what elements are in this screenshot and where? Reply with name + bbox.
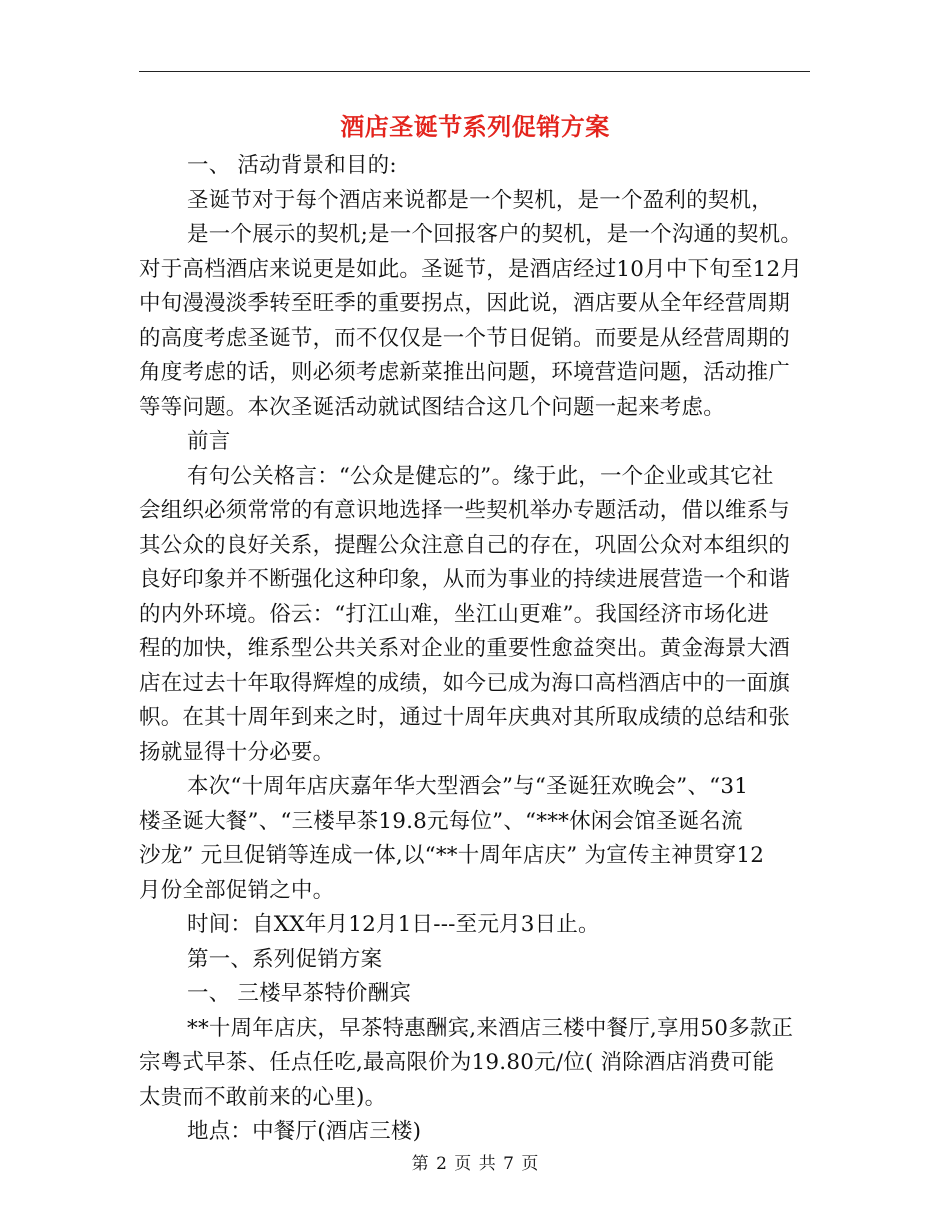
paragraph-line: 本次“十周年店庆嘉年华大型酒会”与“圣诞狂欢晚会”、“31 [187, 774, 749, 799]
section-heading: 一、 三楼早茶特价酬宾 [187, 981, 412, 1006]
paragraph-line: 有句公关格言：“公众是健忘的”。缘于此，一个企业或其它社 [187, 463, 774, 489]
page-number-footer: 第 2 页 共 7 页 [411, 1154, 539, 1174]
paragraph-line: 的内外环境。俗云：“打江山难，坐江山更难”。我国经济市场化进 [139, 601, 769, 627]
header-rule [139, 71, 810, 72]
document-body [139, 149, 810, 1150]
paragraph-line: 时间：自XX年月12月1日---至元月3日止。 [187, 912, 600, 937]
paragraph-line: 会组织必须常常的有意识地选择一些契机举办专题活动，借以维系与 [139, 498, 791, 523]
paragraph-line: 店在过去十年取得辉煌的成绩，如今已成为海口高档酒店中的一面旗 [139, 670, 791, 696]
paragraph-line: 宗粤式早茶、任点任吃,最高限价为19.80元/位( 消除酒店消费可能 [139, 1050, 775, 1075]
paragraph-line: **十周年店庆，早茶特惠酬宾,来酒店三楼中餐厅,享用50多款正 [187, 1015, 794, 1041]
paragraph-line: 地点：中餐厅(酒店三楼) [187, 1119, 422, 1144]
paragraph-line: 中旬漫漫淡季转至旺季的重要拐点，因此说，酒店要从全年经营周期 [139, 291, 791, 316]
paragraph-line: 太贵而不敢前来的心里)。 [139, 1084, 387, 1110]
paragraph-line: 是一个展示的契机;是一个回报客户的契机，是一个沟通的契机。 [187, 222, 803, 247]
paragraph-line: 程的加快，维系型公共关系对企业的重要性愈益突出。黄金海景大酒 [139, 636, 791, 661]
section-heading: 第一、系列促销方案 [187, 946, 383, 972]
paragraph-line: 其公众的良好关系，提醒公众注意自己的存在，巩固公众对本组织的 [139, 532, 791, 558]
section-heading: 前言 [187, 429, 231, 454]
paragraph-line: 帜。在其十周年到来之时，通过十周年庆典对其所取成绩的总结和张 [139, 705, 791, 730]
paragraph-line: 沙龙” 元旦促销等连成一体,以“**十周年店庆” 为宣传主神贯穿12 [139, 843, 765, 868]
paragraph-line: 角度考虑的话，则必须考虑新菜推出问题，环境营造问题，活动推广 [139, 360, 791, 385]
paragraph-line: 楼圣诞大餐”、“三楼早茶19.8元每位”、“***休闲会馆圣诞名流 [139, 808, 743, 834]
document-title: 酒店圣诞节系列促销方案 [340, 112, 610, 141]
paragraph-line: 的高度考虑圣诞节，而不仅仅是一个节日促销。而要是从经营周期的 [139, 325, 791, 351]
paragraph-line: 良好印象并不断强化这种印象，从而为事业的持续进展营造一个和谐 [139, 567, 791, 592]
section-heading: 一、 活动背景和目的: [187, 153, 397, 178]
paragraph-line: 圣诞节对于每个酒店来说都是一个契机，是一个盈利的契机， [187, 187, 773, 213]
paragraph-line: 月份全部促销之中。 [139, 877, 335, 903]
paragraph-line: 扬就显得十分必要。 [139, 739, 335, 765]
paragraph-line: 等等问题。本次圣诞活动就试图结合这几个问题一起来考虑。 [139, 394, 725, 420]
paragraph-line: 对于高档酒店来说更是如此。圣诞节，是酒店经过10月中下旬至12月 [139, 256, 803, 282]
